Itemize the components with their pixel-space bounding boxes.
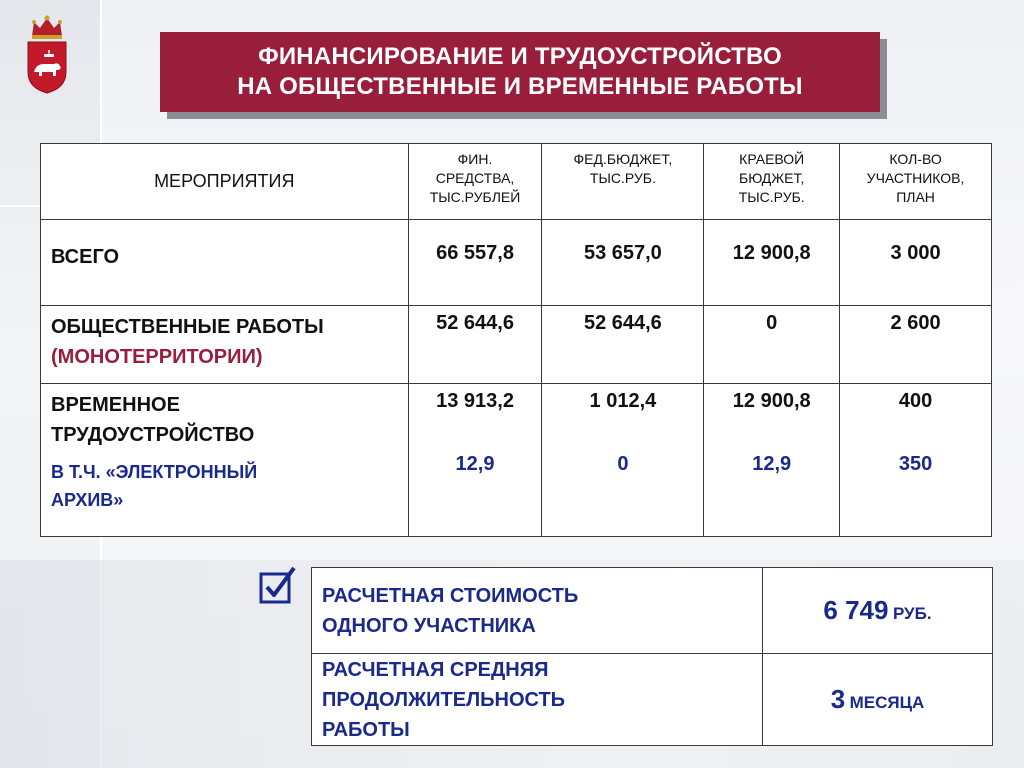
row-sublabel-archive: В Т.Ч. «ЭЛЕКТРОННЫЙ АРХИВ»: [51, 462, 258, 510]
cell-value: 12 900,8 12,9: [704, 384, 840, 537]
table-row-cost-per-participant: [312, 568, 993, 654]
row-label: РАСЧЕТНАЯ СРЕДНЯЯ ПРОДОЛЖИТЕЛЬНОСТЬ РАБОТЫ: [312, 654, 763, 746]
cell-value: 1 012,4 0: [542, 384, 704, 537]
checkbox-checked-icon: [258, 565, 298, 605]
cell-value: 2 600: [840, 306, 992, 384]
duration-value: 3 МЕСЯЦА: [763, 654, 993, 746]
header-participants: КОЛ-ВО УЧАСТНИКОВ, ПЛАН: [840, 144, 992, 220]
table-row-public-works: [41, 306, 992, 384]
title-line-2: НА ОБЩЕСТВЕННЫЕ И ВРЕМЕННЫЕ РАБОТЫ: [237, 73, 803, 100]
financing-table: [40, 143, 992, 537]
table-row-temporary-employment: [41, 384, 992, 537]
row-sublabel: (МОНОТЕРРИТОРИИ): [51, 346, 263, 368]
coat-of-arms-logo: [22, 14, 72, 94]
row-label-public-works: ОБЩЕСТВЕННЫЕ РАБОТЫ (МОНОТЕРРИТОРИИ): [41, 306, 409, 384]
cost-table: [311, 567, 993, 746]
cell-value: 53 657,0: [542, 220, 704, 306]
header-fed-budget: ФЕД.БЮДЖЕТ, ТЫС.РУБ.: [542, 144, 704, 220]
cell-value: 52 644,6: [542, 306, 704, 384]
row-label-temporary-employment: ВРЕМЕННОЕ ТРУДОУСТРОЙСТВО В Т.Ч. «ЭЛЕКТРОННЫЙ АРХИВ»: [41, 384, 409, 537]
title-banner: [160, 32, 880, 112]
table-row-total: [41, 220, 992, 306]
cell-value: 13 913,2 12,9: [408, 384, 542, 537]
table-header-row: [41, 144, 992, 220]
cell-value: 12 900,8: [704, 220, 840, 306]
table-row-duration: [312, 654, 993, 746]
cell-value: 66 557,8: [408, 220, 542, 306]
header-regional-budget: КРАЕВОЙ БЮДЖЕТ, ТЫС.РУБ.: [704, 144, 840, 220]
cell-value: 3 000: [840, 220, 992, 306]
title-line-1: ФИНАНСИРОВАНИЕ И ТРУДОУСТРОЙСТВО: [258, 43, 782, 70]
crown-icon: [32, 16, 62, 40]
cell-value: 52 644,6: [408, 306, 542, 384]
row-label: РАСЧЕТНАЯ СТОИМОСТЬ ОДНОГО УЧАСТНИКА: [312, 568, 763, 654]
header-fin-funds: ФИН. СРЕДСТВА, ТЫС.РУБЛЕЙ: [408, 144, 542, 220]
header-activities: МЕРОПРИЯТИЯ: [41, 144, 409, 220]
cell-value: 0: [704, 306, 840, 384]
cell-value: 400 350: [840, 384, 992, 537]
cost-value: 6 749 РУБ.: [763, 568, 993, 654]
row-label-total: ВСЕГО: [41, 220, 409, 306]
